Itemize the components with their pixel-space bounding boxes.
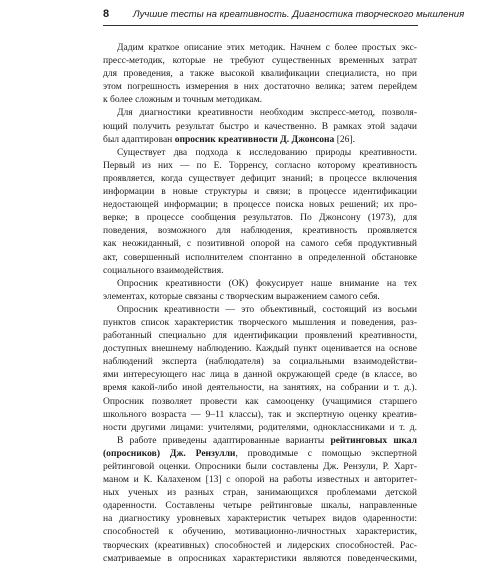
text-line: пресс-методик, которые не требуют существенных временных затрат xyxy=(103,55,417,67)
text-line: элементах, которые связаны с творческим выражением самого себя. xyxy=(103,290,380,302)
paragraph-2 xyxy=(103,106,417,158)
paragraph-3 xyxy=(103,159,417,277)
text-line: время какой-либо иной деятельности, на занятиях, на собрании и т. д.). xyxy=(103,382,417,394)
text-line: Опросник креативности — это объективный, состоящий из восьми xyxy=(117,303,417,315)
text-line: доступных внешнему наблюдению. Каждый пункт оценивается на основе xyxy=(103,343,417,355)
text-line: информации в новые структуры и связи; в процессе идентификации xyxy=(103,186,417,198)
text-line: школьного возраста — 9–11 классы), так и экспертную оценку креатив- xyxy=(103,408,417,420)
text-fragment: был адаптирован xyxy=(103,133,175,145)
text-fragment: , проводимые с помощью экспертной xyxy=(235,447,417,459)
text-line-with-bold xyxy=(103,447,417,460)
text-line: для проведения, а также высокой квалификации специалиста, но при xyxy=(103,68,417,80)
text-line: ных ученых из разных стран, занимающихся проблемами детской xyxy=(103,487,417,499)
text-line: поведения, возможного для наблюдения, креативность проявляется xyxy=(103,225,417,237)
body-text xyxy=(103,41,417,565)
text-line: рейтинговой оценки. Опросники были составлены Дж. Рензули, Р. Харт- xyxy=(103,461,417,472)
text-line: Существует два подхода к исследованию природы креативности. xyxy=(117,146,417,158)
text-line: одаренности. Составлены четыре рейтинговые шкалы, направленные xyxy=(103,500,417,512)
text-line-with-bold xyxy=(103,434,417,447)
text-line: этом погрешность измерения в них достаточно велика; затем перейдем xyxy=(103,81,417,93)
paragraph-1 xyxy=(103,41,417,106)
text-line: Опросник креативности (ОК) фокусирует наше внимание на тех xyxy=(117,277,417,289)
page-header xyxy=(103,6,465,26)
header-rule xyxy=(103,25,418,26)
text-line: способностей к обучению, мотивационно-личностных характеристик, xyxy=(103,526,417,538)
text-line: проявляется, когда существует дефицит знаний; в процессе включения xyxy=(103,172,417,184)
citation: [26]. xyxy=(334,133,356,145)
text-line: на диагностику уровневых характеристик четырех видов одаренности: xyxy=(103,513,417,525)
text-line: как неожиданный, с позитивной опорой на самого себя продуктивный xyxy=(103,238,417,250)
text-line: наблюдений эксперта (наблюдателя) за социальными взаимодействи- xyxy=(103,356,417,368)
text-line: ности другими лицами: учителями, родителями, одноклассниками и т. д. xyxy=(103,421,417,433)
page-number: 8 xyxy=(103,8,110,20)
text-line: сматриваемые в опросниках характеристики являются поведенческими, xyxy=(103,552,417,564)
text-line: акт, совершенный исполнителем спонтанно в определенной обстановке xyxy=(103,251,417,263)
text-line: ющий получить результат быстро и качественно. В рамках этой задачи xyxy=(103,120,417,132)
text-line: Опросник позволяет провести как самооценку (учащимися старшего xyxy=(103,395,417,407)
text-line: к более сложным и точным методикам. xyxy=(103,94,263,106)
bold-term-johnson: опросник креативности Д. Джонсона xyxy=(174,133,335,145)
text-fragment: В работе приведены адаптированные варианты xyxy=(117,434,331,446)
text-line: верке; в процессе сообщения результатов. По Джонсону (1973), для xyxy=(103,212,417,224)
text-line: маном и К. Калахеном [13] с опорой на работы известных и авторитет- xyxy=(103,474,417,486)
text-line: социального взаимодействия. xyxy=(103,264,224,276)
text-line: Для диагностики креативности необходим экспресс-метод, позволя- xyxy=(117,107,417,119)
paragraph-5 xyxy=(103,303,417,434)
bold-term-renzulli: (опросников) Дж. Рензулли xyxy=(103,447,236,459)
running-title: Лучшие тесты на креативность. Диагностика творческого мышления xyxy=(133,9,465,20)
text-line: работанный специально для идентификации проявлений креативности, xyxy=(103,330,417,342)
text-line-with-bold xyxy=(103,133,417,146)
paragraph-4 xyxy=(103,277,417,303)
text-line: пунктов список характеристик творческого мышления и поведения, раз- xyxy=(103,316,417,328)
text-line: Дадим краткое описание этих методик. Начнем с более простых экс- xyxy=(117,42,417,53)
bold-term-rating-scales: рейтинговых шкал xyxy=(330,434,417,446)
text-line: ями интересующего нас лица в данной окружающей среде (в классе, во xyxy=(103,369,417,381)
text-line: творческих (креативных) способностей и лидерских способностей. Рас- xyxy=(103,539,417,551)
text-line: недостающей информации; в процессе поиска новых решений; их про- xyxy=(103,199,417,211)
text-line: Первый из них — по Е. Торренсу, согласно которому креативность xyxy=(103,159,417,171)
paragraph-6 xyxy=(103,434,417,565)
